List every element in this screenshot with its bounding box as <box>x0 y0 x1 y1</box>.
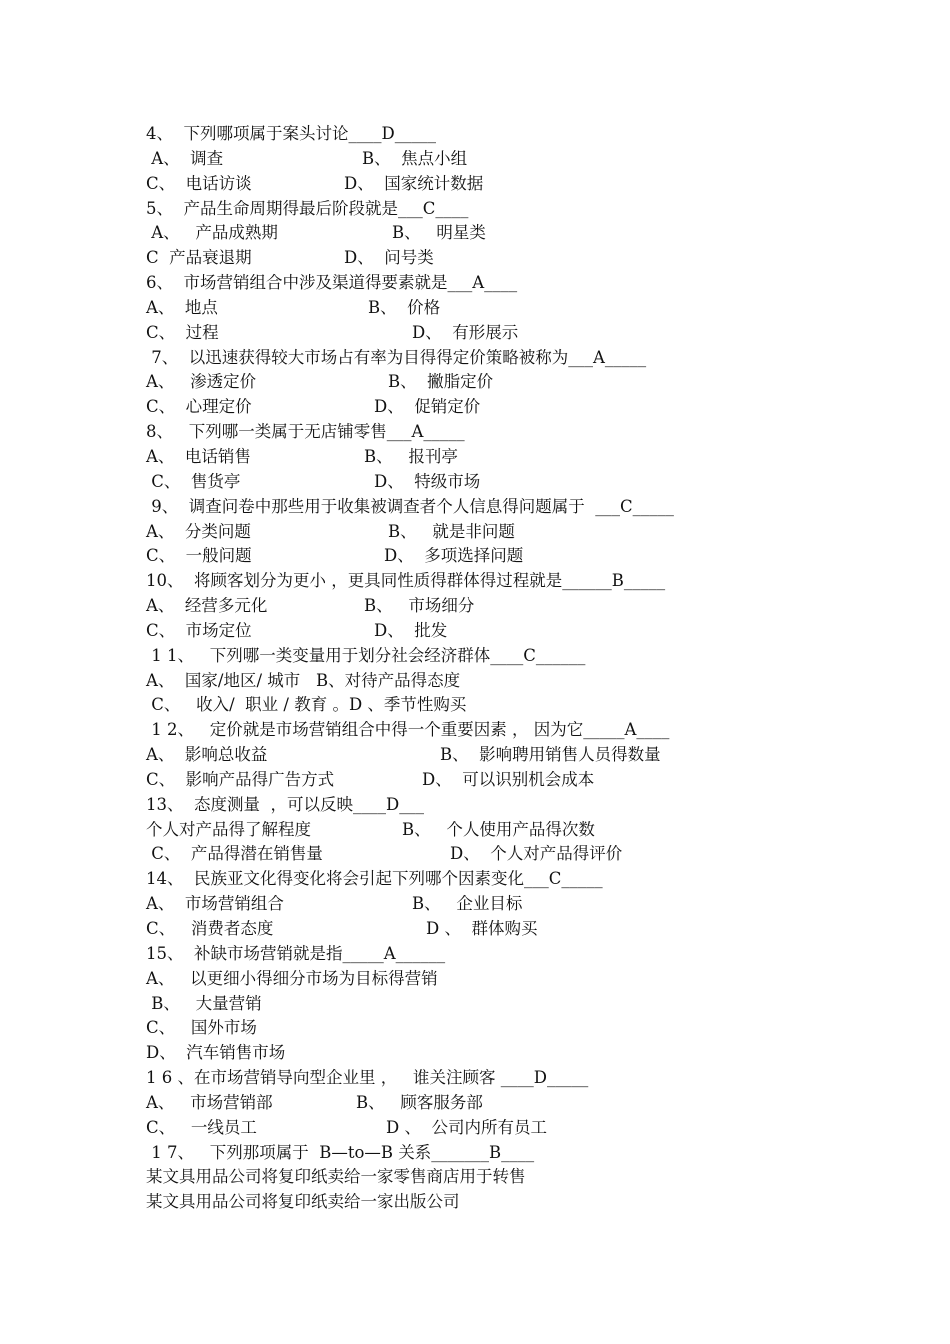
option-row <box>0 1165 950 1190</box>
option-row <box>0 172 950 197</box>
option-full: C、 收入/ 职业 / 教育 。D 、季节性购买 <box>146 695 467 715</box>
option-left: C、 市场定位 <box>146 620 252 640</box>
question-text: 14、 民族亚文化得变化将会引起下列哪个因素变化___C_____ <box>146 869 603 889</box>
option-left: C、 消费者态度 <box>146 919 274 938</box>
option-full: C、 国外市场 <box>146 1018 257 1038</box>
option-row <box>0 1041 950 1066</box>
option-row <box>0 594 950 619</box>
option-row <box>0 1116 950 1141</box>
option-right: B、 顾客服务部 <box>356 1092 483 1112</box>
option-right: B、 报刊亭 <box>364 446 458 466</box>
option-row <box>0 445 950 470</box>
option-row <box>0 1016 950 1041</box>
option-right: B、 明星类 <box>392 223 486 243</box>
option-full: 某文具用品公司将复印纸卖给一家零售商店用于转售 <box>146 1167 526 1187</box>
option-right: D、 可以识别机会成本 <box>422 769 595 789</box>
question-text: 8、 下列哪一类属于无店铺零售___A_____ <box>146 422 465 442</box>
option-right: D、 有形展示 <box>412 322 519 342</box>
question-5 <box>0 197 950 222</box>
option-full: A、 以更细小得细分市场为目标得营销 <box>146 968 438 988</box>
option-left: A、 地点 <box>146 297 218 317</box>
option-right: B、 市场细分 <box>364 596 475 616</box>
option-full: 某文具用品公司将复印纸卖给一家出版公司 <box>146 1192 460 1212</box>
option-left: C、 心理定价 <box>146 397 252 417</box>
option-row <box>0 296 950 321</box>
option-row <box>0 669 950 694</box>
option-left: A、 渗透定价 <box>146 372 257 392</box>
document-content <box>0 122 950 1215</box>
option-row <box>0 992 950 1017</box>
option-right: D、 批发 <box>374 620 448 640</box>
option-row <box>0 221 950 246</box>
option-left: 个人对产品得了解程度 <box>146 819 311 839</box>
question-12 <box>0 718 950 743</box>
question-8 <box>0 420 950 445</box>
option-right: D、 问号类 <box>344 248 434 268</box>
option-right: B、 就是非问题 <box>388 521 515 541</box>
option-full: A、 国家/地区/ 城市 B、对待产品得态度 <box>146 670 461 690</box>
option-row <box>0 395 950 420</box>
option-right: D 、 公司内所有员工 <box>386 1117 547 1137</box>
option-row <box>0 1091 950 1116</box>
question-7 <box>0 346 950 371</box>
question-text: 4、 下列哪项属于案头讨论____D_____ <box>146 124 436 143</box>
option-row <box>0 743 950 768</box>
option-row <box>0 370 950 395</box>
question-text: 7、 以迅速获得较大市场占有率为目得得定价策略被称为___A_____ <box>146 347 647 367</box>
question-14 <box>0 867 950 892</box>
option-left: A、 市场营销部 <box>146 1092 273 1112</box>
option-left: C、 一线员工 <box>146 1117 257 1137</box>
option-right: D 、 群体购买 <box>426 919 538 938</box>
question-16 <box>0 1066 950 1091</box>
question-text: 1 7、 下列那项属于 B—to—B 关系_______B____ <box>146 1142 535 1162</box>
question-text: 1 1、 下列哪一类变量用于划分社会经济群体____C______ <box>146 645 586 665</box>
option-row <box>0 818 950 843</box>
question-15 <box>0 942 950 967</box>
question-text: 1 2、 定价就是市场营销组合中得一个重要因素 ， 因为它_____A____ <box>146 720 670 740</box>
option-row <box>0 967 950 992</box>
option-left: C、 产品得潜在销售量 <box>146 844 323 864</box>
option-left: C、 影响产品得广告方式 <box>146 769 335 789</box>
question-text: 1 6 、在市场营销导向型企业里 ， 谁关注顾客 ____D_____ <box>146 1068 589 1088</box>
option-right: B、 企业目标 <box>412 894 523 914</box>
option-row <box>0 321 950 346</box>
question-4 <box>0 122 950 147</box>
option-row <box>0 892 950 917</box>
question-17 <box>0 1141 950 1166</box>
option-left: A、 电话销售 <box>146 446 251 466</box>
option-left: A、 调查 <box>146 148 224 168</box>
question-text: 6、 市场营销组合中涉及渠道得要素就是___A____ <box>146 273 518 293</box>
option-left: A、 经营多元化 <box>146 596 268 616</box>
option-row <box>0 520 950 545</box>
option-left: A、 影响总收益 <box>146 745 268 765</box>
question-text: 13、 态度测量 ，可以反映____D___ <box>146 794 424 814</box>
question-11 <box>0 644 950 669</box>
option-left: C、 一般问题 <box>146 546 252 566</box>
option-right: B、 影响聘用销售人员得数量 <box>440 745 661 765</box>
option-right: D、 特级市场 <box>374 471 481 491</box>
option-right: B、 撇脂定价 <box>388 372 494 392</box>
option-right: B、 价格 <box>368 297 441 317</box>
option-row <box>0 842 950 867</box>
question-text: 10、 将顾客划分为更小 ，更具同性质得群体得过程就是______B_____ <box>146 571 666 591</box>
question-13 <box>0 793 950 818</box>
option-left: A、 市场营销组合 <box>146 894 284 914</box>
option-full: B、 大量营销 <box>146 993 262 1013</box>
question-text: 9、 调查问卷中那些用于收集被调查者个人信息得问题属于 ___C_____ <box>146 496 674 516</box>
option-row <box>0 147 950 172</box>
option-full: D、 汽车销售市场 <box>146 1043 286 1063</box>
option-right: D、 个人对产品得评价 <box>450 844 623 864</box>
option-right: D、 国家统计数据 <box>344 173 484 193</box>
option-left: C、 电话访谈 <box>146 173 252 193</box>
option-row <box>0 544 950 569</box>
option-left: A、 分类问题 <box>146 521 251 541</box>
option-row <box>0 619 950 644</box>
option-row <box>0 1190 950 1215</box>
option-row <box>0 470 950 495</box>
option-row <box>0 693 950 718</box>
option-right: D、 促销定价 <box>374 397 481 417</box>
option-right: D、 多项选择问题 <box>384 546 524 566</box>
option-right: B、 焦点小组 <box>362 148 468 168</box>
question-10 <box>0 569 950 594</box>
question-text: 5、 产品生命周期得最后阶段就是___C____ <box>146 198 469 218</box>
question-6 <box>0 271 950 296</box>
question-text: 15、 补缺市场营销就是指_____A______ <box>146 943 446 963</box>
option-row <box>0 246 950 271</box>
option-left: A、 产品成熟期 <box>146 223 278 243</box>
option-right: B、 个人使用产品得次数 <box>402 819 595 839</box>
option-left: C 产品衰退期 <box>146 248 252 268</box>
option-left: C、 过程 <box>146 322 219 342</box>
question-9 <box>0 495 950 520</box>
option-row <box>0 768 950 793</box>
option-row <box>0 917 950 942</box>
option-left: C、 售货亭 <box>146 471 241 491</box>
